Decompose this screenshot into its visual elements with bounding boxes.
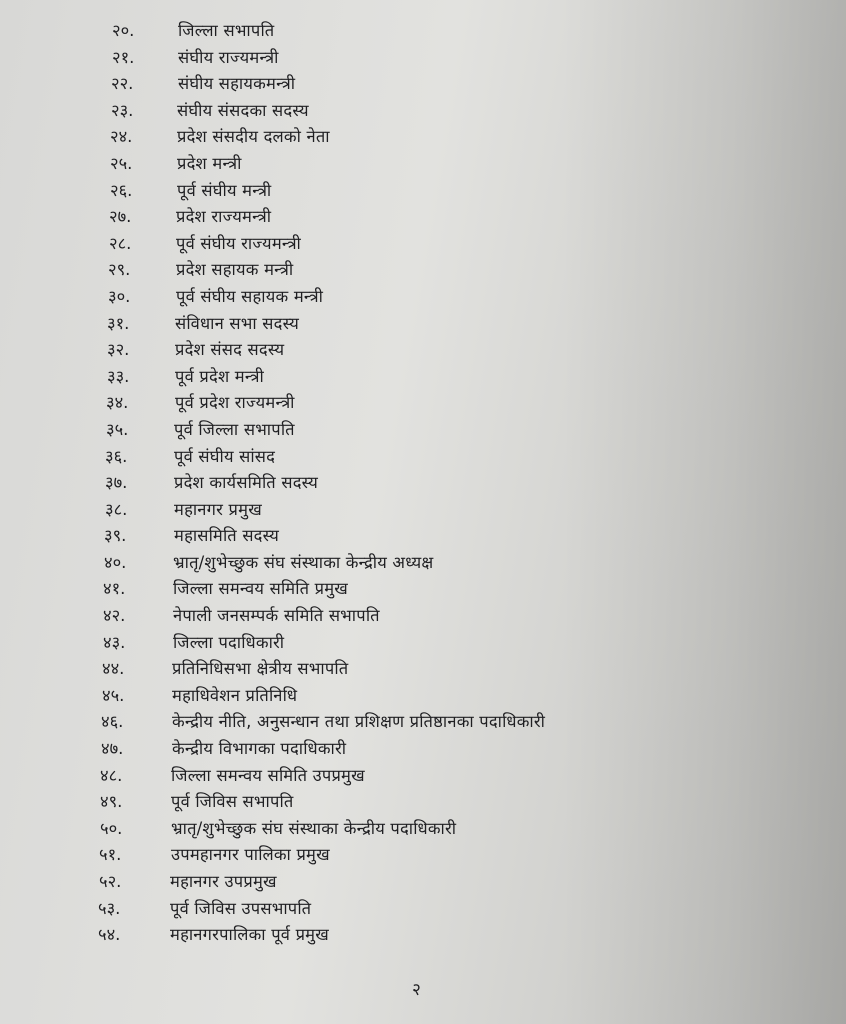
item-label: जिल्ला पदाधिकारी <box>173 632 285 652</box>
item-number: ३०. <box>108 286 131 306</box>
item-label: भ्रातृ/शुभेच्छुक संघ संस्थाका केन्द्रीय पदाधिकारी <box>171 818 457 838</box>
list-item <box>0 444 846 471</box>
item-number: ३८. <box>105 499 128 519</box>
item-label: प्रदेश मन्त्री <box>177 153 242 173</box>
item-number: ४८. <box>100 765 123 785</box>
list-item <box>0 630 846 657</box>
list-item <box>0 417 846 444</box>
item-number: ५१. <box>99 845 122 865</box>
list-item <box>0 45 846 72</box>
item-label: संविधान सभा सदस्य <box>175 313 300 333</box>
item-label: जिल्ला समन्वय समिति उपप्रमुख <box>171 765 365 785</box>
item-number: ३२. <box>107 340 130 360</box>
list-item <box>0 124 846 151</box>
item-label: पूर्व प्रदेश राज्यमन्त्री <box>175 393 295 413</box>
item-label: प्रदेश संसदीय दलको नेता <box>177 127 330 147</box>
item-number: २५. <box>110 153 133 173</box>
item-label: महासमिति सदस्य <box>174 526 280 546</box>
item-number: २८. <box>109 233 132 253</box>
item-number: ४७. <box>101 739 124 759</box>
list-item <box>0 789 846 816</box>
item-number: २१. <box>112 47 135 67</box>
list-item <box>0 842 846 869</box>
item-label: संघीय राज्यमन्त्री <box>178 47 279 67</box>
list-item <box>0 390 846 417</box>
item-number: २७. <box>109 207 132 227</box>
list-item <box>0 364 846 391</box>
list-item <box>0 311 846 338</box>
item-number: २३. <box>111 100 134 120</box>
item-number: ५४. <box>98 925 121 945</box>
list-item <box>0 98 846 125</box>
item-number: ३४. <box>106 393 129 413</box>
list-item <box>0 337 846 364</box>
item-label: नेपाली जनसम्पर्क समिति सभापति <box>173 606 380 626</box>
item-label: महाधिवेशन प्रतिनिधि <box>172 685 298 705</box>
item-number: ३६. <box>105 446 128 466</box>
item-number: ५०. <box>100 818 123 838</box>
list-item <box>0 497 846 524</box>
item-number: २२. <box>111 74 134 94</box>
item-label: महानगर उपप्रमुख <box>170 872 277 891</box>
list-item <box>0 763 846 790</box>
item-label: पूर्व प्रदेश मन्त्री <box>175 366 265 386</box>
item-number: २६. <box>110 180 133 200</box>
list-item <box>0 922 846 949</box>
list-item <box>0 204 846 231</box>
item-label: महानगरपालिका पूर्व प्रमुख <box>170 925 329 945</box>
item-label: प्रदेश राज्यमन्त्री <box>176 207 272 227</box>
list-item <box>0 523 846 550</box>
item-label: जिल्ला समन्वय समिति प्रमुख <box>173 579 348 599</box>
item-label: पूर्व संघीय सांसद <box>174 446 276 466</box>
item-label: प्रतिनिधिसभा क्षेत्रीय सभापति <box>172 659 349 679</box>
list-item <box>0 816 846 843</box>
item-number: २०. <box>112 21 135 40</box>
item-label: पूर्व जिविस उपसभापति <box>170 898 312 918</box>
list-item <box>0 603 846 630</box>
item-number: ५२. <box>99 872 122 891</box>
page-number: २ <box>412 980 421 1000</box>
item-number: ३९. <box>104 526 127 546</box>
list-item <box>0 470 846 497</box>
list-item <box>0 869 846 896</box>
item-label: संघीय संसदका सदस्य <box>177 100 309 120</box>
item-number: ४६. <box>101 712 124 732</box>
item-number: ३३. <box>107 366 130 386</box>
list-item <box>0 178 846 205</box>
list-item <box>0 550 846 577</box>
item-label: केन्द्रीय नीति, अनुसन्धान तथा प्रशिक्षण प्रतिष्ठानका पदाधिकारी <box>172 712 546 732</box>
item-label: प्रदेश सहायक मन्त्री <box>176 260 294 280</box>
list-item <box>0 151 846 178</box>
item-label: महानगर प्रमुख <box>174 499 262 519</box>
item-label: पूर्व संघीय मन्त्री <box>177 180 272 200</box>
list-item <box>0 576 846 603</box>
item-label: भ्रातृ/शुभेच्छुक संघ संस्थाका केन्द्रीय अध्यक्ष <box>173 552 434 572</box>
item-number: ४०. <box>104 552 127 572</box>
item-label: उपमहानगर पालिका प्रमुख <box>171 845 330 865</box>
list-item <box>0 736 846 763</box>
item-number: ४४. <box>102 659 125 679</box>
item-number: ४२. <box>103 606 126 626</box>
list-item <box>0 709 846 736</box>
list-item <box>0 896 846 923</box>
position-list <box>0 18 846 949</box>
item-number: ५३. <box>98 898 121 918</box>
list-item <box>0 18 846 45</box>
list-item <box>0 683 846 710</box>
item-label: प्रदेश कार्यसमिति सदस्य <box>174 473 319 493</box>
list-item <box>0 284 846 311</box>
list-item <box>0 656 846 683</box>
item-number: ४३. <box>103 632 126 652</box>
list-item <box>0 71 846 98</box>
item-label: पूर्व जिल्ला सभापति <box>174 419 295 439</box>
item-number: २४. <box>110 127 133 147</box>
list-item <box>0 257 846 284</box>
item-number: ४९. <box>100 792 123 812</box>
item-number: २९. <box>108 260 131 280</box>
item-number: ४१. <box>103 579 126 599</box>
item-number: ४५. <box>102 685 125 705</box>
item-number: ३१. <box>107 313 130 333</box>
item-label: केन्द्रीय विभागका पदाधिकारी <box>172 739 347 759</box>
item-number: ३७. <box>105 473 128 493</box>
item-number: ३५. <box>106 419 129 439</box>
item-label: पूर्व जिविस सभापति <box>171 792 294 812</box>
item-label: प्रदेश संसद सदस्य <box>175 340 285 360</box>
item-label: पूर्व संघीय राज्यमन्त्री <box>176 233 302 253</box>
item-label: पूर्व संघीय सहायक मन्त्री <box>176 286 324 306</box>
item-label: संघीय सहायकमन्त्री <box>178 74 296 94</box>
item-label: जिल्ला सभापति <box>178 21 275 40</box>
list-item <box>0 231 846 258</box>
